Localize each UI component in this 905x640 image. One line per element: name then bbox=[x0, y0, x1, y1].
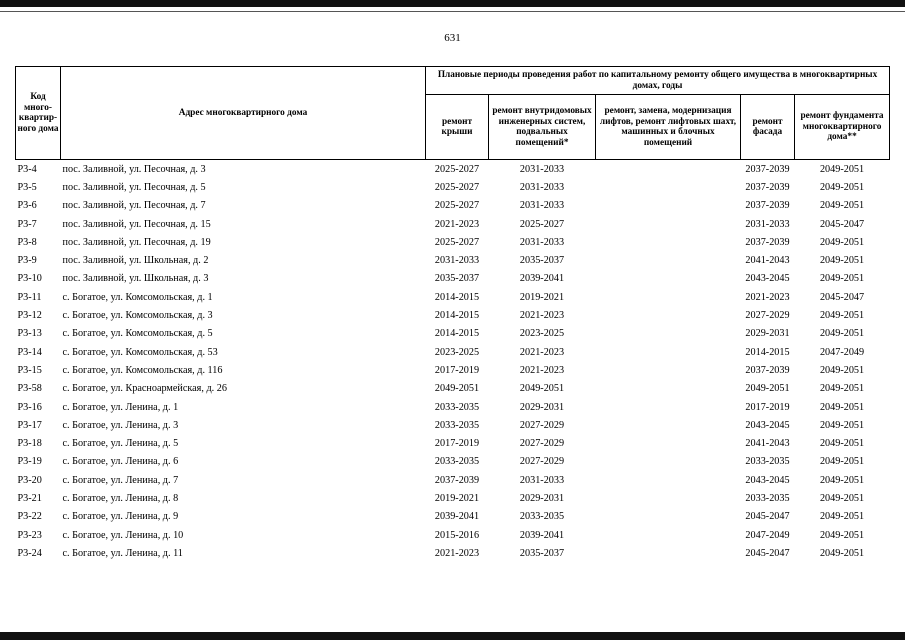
cell-elevators bbox=[596, 270, 741, 288]
table-row bbox=[16, 434, 890, 452]
table-row bbox=[16, 544, 890, 562]
cell-code: Р3-8 bbox=[17, 236, 37, 248]
cell-address: с. Богатое, ул. Ленина, д. 9 bbox=[62, 511, 179, 523]
cell-facade: 2049-2051 bbox=[745, 383, 790, 395]
table-row bbox=[16, 215, 890, 233]
cell-engineering: 2039-2041 bbox=[519, 273, 565, 285]
cell-code: Р3-24 bbox=[17, 547, 42, 559]
table-row bbox=[16, 343, 890, 361]
cell-code: Р3-20 bbox=[17, 474, 42, 486]
cell-elevators bbox=[596, 471, 741, 489]
header-row-top bbox=[16, 67, 890, 95]
cell-elevators bbox=[596, 489, 741, 507]
table-row bbox=[16, 178, 890, 196]
cell-foundation: 2047-2049 bbox=[819, 346, 865, 358]
cell-foundation: 2049-2051 bbox=[819, 181, 865, 193]
cell-foundation: 2049-2051 bbox=[819, 273, 865, 285]
cell-engineering: 2021-2023 bbox=[519, 346, 565, 358]
page-number: 631 bbox=[444, 32, 461, 44]
cell-elevators bbox=[596, 453, 741, 471]
cell-address: с. Богатое, ул. Комсомольская, д. 5 bbox=[62, 328, 213, 340]
cell-code: Р3-12 bbox=[17, 310, 42, 322]
cell-engineering: 2033-2035 bbox=[519, 511, 565, 523]
table-row bbox=[16, 233, 890, 251]
header-address: Адрес многоквартирного дома bbox=[61, 67, 426, 160]
table-row bbox=[16, 160, 890, 179]
cell-code: Р3-7 bbox=[17, 218, 37, 230]
cell-facade: 2029-2031 bbox=[745, 328, 790, 340]
table-row bbox=[16, 306, 890, 324]
cell-roof: 2014-2015 bbox=[434, 328, 480, 340]
header-engineering: ремонт внутридомовых инженерных систем, подвальных помещений* bbox=[489, 95, 596, 160]
cell-address: с. Богатое, ул. Комсомольская, д. 53 bbox=[62, 346, 218, 358]
header-facade: ремонт фасада bbox=[741, 95, 795, 160]
cell-facade: 2045-2047 bbox=[745, 511, 790, 523]
cell-engineering: 2031-2033 bbox=[519, 474, 565, 486]
cell-code: Р3-10 bbox=[17, 273, 42, 285]
table-row bbox=[16, 361, 890, 379]
table-row bbox=[16, 526, 890, 544]
cell-engineering: 2039-2041 bbox=[519, 529, 565, 541]
cell-roof: 2021-2023 bbox=[434, 218, 480, 230]
cell-roof: 2049-2051 bbox=[434, 383, 480, 395]
cell-code: Р3-9 bbox=[17, 255, 37, 267]
cell-code: Р3-17 bbox=[17, 419, 42, 431]
cell-roof: 2023-2025 bbox=[434, 346, 480, 358]
cell-facade: 2014-2015 bbox=[745, 346, 790, 358]
cell-code: Р3-21 bbox=[17, 492, 42, 504]
cell-elevators bbox=[596, 306, 741, 324]
cell-foundation: 2049-2051 bbox=[819, 310, 865, 322]
repair-schedule-table bbox=[15, 66, 890, 563]
table-row bbox=[16, 270, 890, 288]
cell-engineering: 2025-2027 bbox=[519, 218, 565, 230]
cell-elevators bbox=[596, 215, 741, 233]
header-planned-periods: Плановые периоды проведения работ по капитальному ремонту общего имущества в многоквартирных домах, годы bbox=[426, 67, 890, 95]
cell-engineering: 2029-2031 bbox=[519, 401, 565, 413]
cell-roof: 2031-2033 bbox=[434, 255, 480, 267]
cell-facade: 2037-2039 bbox=[745, 163, 790, 175]
header-foundation: ремонт фундамента многоквартирного дома** bbox=[795, 95, 890, 160]
cell-roof: 2025-2027 bbox=[434, 163, 480, 175]
cell-code: Р3-14 bbox=[17, 346, 42, 358]
cell-roof: 2033-2035 bbox=[434, 456, 480, 468]
cell-address: пос. Заливной, ул. Песочная, д. 19 bbox=[62, 236, 211, 248]
cell-engineering: 2031-2033 bbox=[519, 163, 565, 175]
cell-elevators bbox=[596, 343, 741, 361]
table-row bbox=[16, 453, 890, 471]
table-row bbox=[16, 489, 890, 507]
cell-address: пос. Заливной, ул. Песочная, д. 15 bbox=[62, 218, 211, 230]
cell-roof: 2019-2021 bbox=[434, 492, 480, 504]
cell-elevators bbox=[596, 251, 741, 269]
cell-foundation: 2049-2051 bbox=[819, 511, 865, 523]
cell-code: Р3-6 bbox=[17, 200, 37, 212]
scan-border-top bbox=[0, 0, 905, 7]
cell-elevators bbox=[596, 434, 741, 452]
cell-code: Р3-13 bbox=[17, 328, 42, 340]
cell-roof: 2035-2037 bbox=[434, 273, 480, 285]
cell-roof: 2033-2035 bbox=[434, 419, 480, 431]
cell-foundation: 2045-2047 bbox=[819, 218, 865, 230]
cell-address: с. Богатое, ул. Ленина, д. 10 bbox=[62, 529, 184, 541]
cell-address: с. Богатое, ул. Комсомольская, д. 116 bbox=[62, 364, 223, 376]
cell-foundation: 2049-2051 bbox=[819, 419, 865, 431]
cell-foundation: 2049-2051 bbox=[819, 547, 865, 559]
table-row bbox=[16, 416, 890, 434]
cell-facade: 2033-2035 bbox=[745, 492, 790, 504]
cell-address: с. Богатое, ул. Ленина, д. 11 bbox=[62, 547, 183, 559]
scan-border-bottom bbox=[0, 632, 905, 640]
cell-facade: 2047-2049 bbox=[745, 529, 790, 541]
cell-foundation: 2049-2051 bbox=[819, 474, 865, 486]
cell-code: Р3-19 bbox=[17, 456, 42, 468]
cell-engineering: 2021-2023 bbox=[519, 364, 565, 376]
cell-foundation: 2049-2051 bbox=[819, 200, 865, 212]
cell-roof: 2021-2023 bbox=[434, 547, 480, 559]
cell-elevators bbox=[596, 398, 741, 416]
cell-address: пос. Заливной, ул. Песочная, д. 5 bbox=[62, 181, 206, 193]
cell-facade: 2037-2039 bbox=[745, 364, 790, 376]
cell-roof: 2017-2019 bbox=[434, 364, 480, 376]
cell-engineering: 2031-2033 bbox=[519, 200, 565, 212]
cell-engineering: 2049-2051 bbox=[519, 383, 565, 395]
cell-elevators bbox=[596, 526, 741, 544]
table-body bbox=[16, 160, 890, 563]
cell-roof: 2017-2019 bbox=[434, 438, 480, 450]
cell-engineering: 2023-2025 bbox=[519, 328, 565, 340]
cell-engineering: 2027-2029 bbox=[519, 419, 565, 431]
cell-address: с. Богатое, ул. Ленина, д. 1 bbox=[62, 401, 179, 413]
cell-foundation: 2045-2047 bbox=[819, 291, 865, 303]
cell-code: Р3-58 bbox=[17, 383, 42, 395]
cell-facade: 2027-2029 bbox=[745, 310, 790, 322]
cell-engineering: 2021-2023 bbox=[519, 310, 565, 322]
cell-code: Р3-15 bbox=[17, 364, 42, 376]
cell-engineering: 2029-2031 bbox=[519, 492, 565, 504]
cell-elevators bbox=[596, 178, 741, 196]
cell-code: Р3-4 bbox=[17, 163, 37, 175]
cell-address: с. Богатое, ул. Ленина, д. 6 bbox=[62, 456, 179, 468]
table-row bbox=[16, 251, 890, 269]
cell-elevators bbox=[596, 380, 741, 398]
cell-code: Р3-11 bbox=[17, 291, 42, 303]
cell-roof: 2025-2027 bbox=[434, 181, 480, 193]
cell-roof: 2015-2016 bbox=[434, 529, 480, 541]
cell-address: с. Богатое, ул. Ленина, д. 3 bbox=[62, 419, 179, 431]
cell-foundation: 2049-2051 bbox=[819, 383, 865, 395]
cell-roof: 2014-2015 bbox=[434, 310, 480, 322]
cell-facade: 2041-2043 bbox=[745, 438, 790, 450]
cell-address: пос. Заливной, ул. Школьная, д. 3 bbox=[62, 273, 209, 285]
cell-address: с. Богатое, ул. Ленина, д. 5 bbox=[62, 438, 179, 450]
cell-elevators bbox=[596, 416, 741, 434]
table-row bbox=[16, 508, 890, 526]
cell-foundation: 2049-2051 bbox=[819, 328, 865, 340]
cell-address: пос. Заливной, ул. Песочная, д. 7 bbox=[62, 200, 206, 212]
cell-roof: 2025-2027 bbox=[434, 200, 480, 212]
cell-facade: 2033-2035 bbox=[745, 456, 790, 468]
cell-facade: 2041-2043 bbox=[745, 255, 790, 267]
cell-facade: 2037-2039 bbox=[745, 181, 790, 193]
cell-foundation: 2049-2051 bbox=[819, 236, 865, 248]
cell-address: с. Богатое, ул. Комсомольская, д. 3 bbox=[62, 310, 213, 322]
cell-roof: 2037-2039 bbox=[434, 474, 480, 486]
table-row bbox=[16, 398, 890, 416]
cell-code: Р3-18 bbox=[17, 438, 42, 450]
cell-engineering: 2027-2029 bbox=[519, 456, 565, 468]
cell-address: с. Богатое, ул. Ленина, д. 7 bbox=[62, 474, 179, 486]
cell-code: Р3-23 bbox=[17, 529, 42, 541]
cell-facade: 2043-2045 bbox=[745, 419, 790, 431]
cell-foundation: 2049-2051 bbox=[819, 438, 865, 450]
cell-facade: 2045-2047 bbox=[745, 547, 790, 559]
cell-elevators bbox=[596, 508, 741, 526]
cell-address: пос. Заливной, ул. Песочная, д. 3 bbox=[62, 163, 206, 175]
table-row bbox=[16, 288, 890, 306]
cell-foundation: 2049-2051 bbox=[819, 529, 865, 541]
cell-facade: 2037-2039 bbox=[745, 236, 790, 248]
cell-engineering: 2035-2037 bbox=[519, 547, 565, 559]
cell-roof: 2039-2041 bbox=[434, 511, 480, 523]
cell-engineering: 2031-2033 bbox=[519, 236, 565, 248]
cell-elevators bbox=[596, 233, 741, 251]
cell-elevators bbox=[596, 361, 741, 379]
cell-roof: 2014-2015 bbox=[434, 291, 480, 303]
cell-facade: 2043-2045 bbox=[745, 474, 790, 486]
cell-code: Р3-22 bbox=[17, 511, 42, 523]
scan-border-line bbox=[0, 11, 905, 12]
cell-roof: 2025-2027 bbox=[434, 236, 480, 248]
cell-foundation: 2049-2051 bbox=[819, 492, 865, 504]
cell-facade: 2017-2019 bbox=[745, 401, 790, 413]
cell-code: Р3-16 bbox=[17, 401, 42, 413]
table-row bbox=[16, 325, 890, 343]
table-row bbox=[16, 380, 890, 398]
cell-engineering: 2031-2033 bbox=[519, 181, 565, 193]
cell-address: с. Богатое, ул. Ленина, д. 8 bbox=[62, 492, 179, 504]
cell-engineering: 2035-2037 bbox=[519, 255, 565, 267]
table-row bbox=[16, 471, 890, 489]
cell-facade: 2031-2033 bbox=[745, 218, 790, 230]
cell-facade: 2037-2039 bbox=[745, 200, 790, 212]
cell-foundation: 2049-2051 bbox=[819, 364, 865, 376]
header-roof: ремонт крыши bbox=[426, 95, 489, 160]
cell-elevators bbox=[596, 288, 741, 306]
cell-facade: 2021-2023 bbox=[745, 291, 790, 303]
cell-elevators bbox=[596, 160, 741, 179]
cell-code: Р3-5 bbox=[17, 181, 37, 193]
cell-foundation: 2049-2051 bbox=[819, 163, 865, 175]
cell-foundation: 2049-2051 bbox=[819, 456, 865, 468]
cell-engineering: 2027-2029 bbox=[519, 438, 565, 450]
cell-foundation: 2049-2051 bbox=[819, 401, 865, 413]
cell-facade: 2043-2045 bbox=[745, 273, 790, 285]
cell-elevators bbox=[596, 197, 741, 215]
cell-foundation: 2049-2051 bbox=[819, 255, 865, 267]
cell-elevators bbox=[596, 325, 741, 343]
cell-address: с. Богатое, ул. Комсомольская, д. 1 bbox=[62, 291, 213, 303]
cell-address: пос. Заливной, ул. Школьная, д. 2 bbox=[62, 255, 209, 267]
cell-engineering: 2019-2021 bbox=[519, 291, 565, 303]
cell-address: с. Богатое, ул. Красноармейская, д. 26 bbox=[62, 383, 227, 395]
header-elevators: ремонт, замена, модернизация лифтов, ремонт лифтовых шахт, машинных и блочных помещений bbox=[596, 95, 741, 160]
cell-elevators bbox=[596, 544, 741, 562]
table-row bbox=[16, 197, 890, 215]
cell-roof: 2033-2035 bbox=[434, 401, 480, 413]
header-code: Код много-квартир-ного дома bbox=[16, 67, 61, 160]
